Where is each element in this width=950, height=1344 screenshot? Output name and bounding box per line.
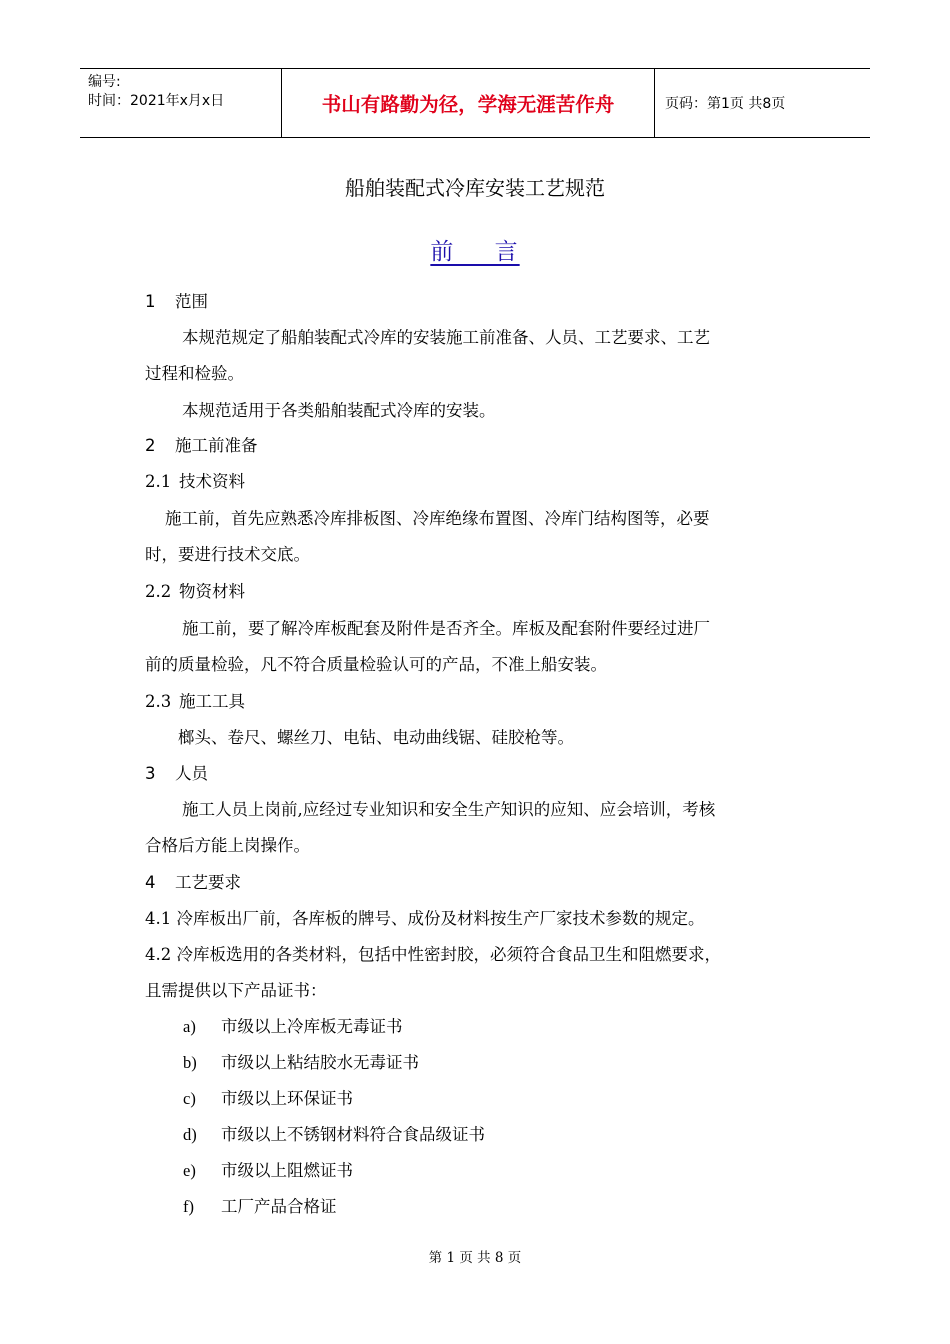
page-header	[80, 68, 870, 138]
section-4-heading: 4 工艺要求	[145, 873, 241, 892]
subsection-2-3-heading: 2.3 施工工具	[145, 692, 245, 711]
page-footer: 第 1 页 共 8 页	[428, 1250, 522, 1266]
paragraph: 施工人员上岗前,应经过专业知识和安全生产知识的应知、应会培训，考核	[182, 800, 716, 819]
list-item: f) 工厂产品合格证	[183, 1197, 337, 1216]
paragraph: 本规范适用于各类船舶装配式冷库的安装。	[182, 401, 496, 420]
serial-number-label: 编号:	[88, 74, 121, 90]
document-title: 船舶装配式冷库安装工艺规范	[345, 176, 605, 200]
section-3-heading: 3 人员	[145, 764, 208, 783]
header-meta	[80, 69, 281, 137]
paragraph: 本规范规定了船舶装配式冷库的安装施工前准备、人员、工艺要求、工艺	[182, 328, 710, 347]
list-item: e) 市级以上阻燃证书	[183, 1161, 353, 1180]
paragraph: 时，要进行技术交底。	[145, 545, 310, 564]
foreword-heading[interactable]: 前 言	[430, 239, 520, 265]
header-motto-cell	[281, 69, 655, 137]
paragraph: 施工前，首先应熟悉冷库排板图、冷库绝缘布置图、冷库门结构图等，必要	[165, 509, 710, 528]
paragraph: 施工前，要了解冷库板配套及附件是否齐全。库板及配套附件要经过进厂	[182, 619, 710, 638]
motto-text: 书山有路勤为径，学海无涯苦作舟	[321, 93, 615, 116]
list-item: c) 市级以上环保证书	[183, 1089, 353, 1108]
section-1-heading: 1 范围	[145, 292, 208, 311]
subsection-2-1-heading: 2.1 技术资料	[145, 472, 245, 491]
paragraph: 榔头、卷尺、螺丝刀、电钻、电动曲线锯、硅胶枪等。	[178, 728, 574, 747]
paragraph: 前的质量检验，凡不符合质量检验认可的产品，不准上船安装。	[145, 655, 607, 674]
header-page-info: 页码：第1页 共8页	[665, 96, 786, 112]
list-item: a) 市级以上冷库板无毒证书	[183, 1017, 403, 1036]
paragraph: 4.1 冷库板出厂前，各库板的牌号、成份及材料按生产厂家技术参数的规定。	[145, 909, 705, 928]
subsection-2-2-heading: 2.2 物资材料	[145, 582, 245, 601]
foreword-heading-wrap	[0, 233, 950, 266]
time-label: 时间：2021年x月x日	[88, 93, 225, 109]
list-item: d) 市级以上不锈钢材料符合食品级证书	[183, 1125, 485, 1144]
paragraph: 过程和检验。	[145, 364, 244, 383]
list-item: b) 市级以上粘结胶水无毒证书	[183, 1053, 419, 1072]
paragraph: 合格后方能上岗操作。	[145, 836, 310, 855]
paragraph: 且需提供以下产品证书：	[145, 981, 327, 1000]
paragraph: 4.2 冷库板选用的各类材料，包括中性密封胶，必须符合食品卫生和阻燃要求，	[145, 945, 721, 964]
section-2-heading: 2 施工前准备	[145, 436, 258, 455]
